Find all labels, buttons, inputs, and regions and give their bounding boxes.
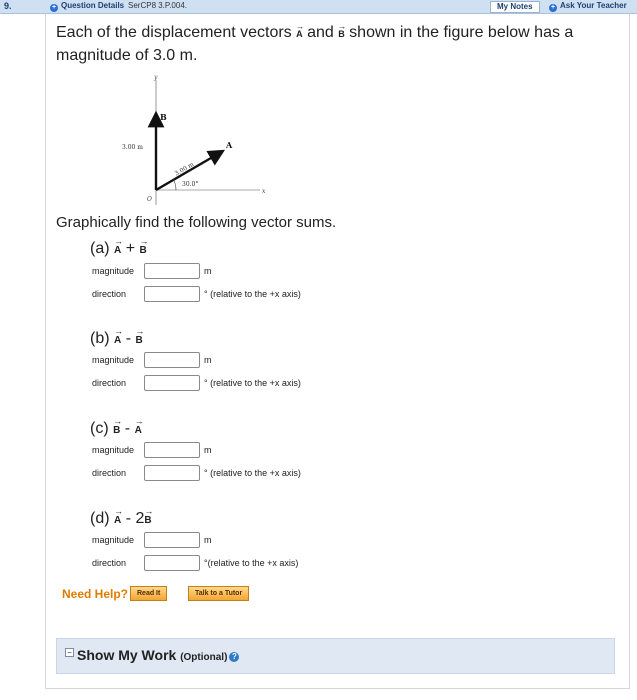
question-number: 9. bbox=[4, 1, 12, 11]
part-c-direction-input[interactable] bbox=[144, 465, 200, 481]
figure-b-magnitude: 3.00 m bbox=[122, 144, 143, 151]
x-axis-label: x bbox=[262, 188, 266, 195]
magnitude-unit: m bbox=[204, 535, 212, 545]
part-d-magnitude-input[interactable] bbox=[144, 532, 200, 548]
part-d-direction-input[interactable] bbox=[144, 555, 200, 571]
help-icon[interactable]: ? bbox=[229, 652, 239, 662]
direction-label: direction bbox=[92, 558, 127, 568]
operator: - bbox=[125, 510, 132, 527]
vector-symbol: → B bbox=[113, 425, 120, 436]
part-label: (a) bbox=[90, 240, 110, 257]
read-it-button[interactable]: Read It bbox=[130, 586, 167, 601]
part-b-magnitude-input[interactable] bbox=[144, 352, 200, 368]
ask-teacher-link[interactable] bbox=[549, 1, 627, 12]
figure-angle-label: 30.0° bbox=[182, 181, 199, 188]
vector-symbol: → B bbox=[140, 245, 147, 256]
vector-symbol: → B bbox=[144, 515, 151, 526]
intro-text-1: Each of the displacement vectors bbox=[56, 24, 297, 41]
sums-prompt: Graphically find the following vector sums. bbox=[56, 214, 337, 231]
direction-label: direction bbox=[92, 289, 127, 299]
expand-icon: + bbox=[51, 4, 57, 11]
direction-unit: °(relative to the +x axis) bbox=[204, 558, 299, 568]
magnitude-unit: m bbox=[204, 266, 212, 276]
vector-a-symbol: → A bbox=[296, 24, 303, 45]
direction-unit: ° (relative to the +x axis) bbox=[204, 289, 301, 299]
part-label: (c) bbox=[90, 420, 109, 437]
operator: - bbox=[124, 420, 131, 437]
magnitude-label: magnitude bbox=[92, 535, 135, 545]
question-details-link[interactable] bbox=[50, 1, 124, 12]
direction-label: direction bbox=[92, 468, 127, 478]
part-d-title bbox=[90, 510, 152, 528]
magnitude-unit: m bbox=[204, 355, 212, 365]
question-details-label: Question Details bbox=[61, 1, 125, 10]
part-c-title bbox=[90, 420, 142, 438]
part-b-direction-input[interactable] bbox=[144, 375, 200, 391]
vector-symbol: → A bbox=[135, 425, 142, 436]
vector-symbol: → A bbox=[114, 515, 121, 526]
ask-teacher-label: Ask Your Teacher bbox=[560, 1, 627, 10]
magnitude-unit: m bbox=[204, 445, 212, 455]
part-b-title bbox=[90, 330, 143, 348]
show-my-work-label: Show My Work bbox=[77, 647, 177, 663]
y-axis-label: y bbox=[154, 75, 158, 81]
operator: - bbox=[125, 330, 132, 347]
expand-icon: + bbox=[550, 4, 556, 11]
part-a-title bbox=[90, 240, 147, 258]
part-label: (d) bbox=[90, 510, 110, 527]
part-c-magnitude-input[interactable] bbox=[144, 442, 200, 458]
magnitude-label: magnitude bbox=[92, 266, 135, 276]
coefficient: 2 bbox=[135, 510, 145, 527]
part-label: (b) bbox=[90, 330, 110, 347]
part-a-direction-input[interactable] bbox=[144, 286, 200, 302]
problem-statement bbox=[56, 22, 616, 66]
show-my-work-title bbox=[77, 647, 239, 663]
direction-label: direction bbox=[92, 378, 127, 388]
magnitude-label: magnitude bbox=[92, 445, 135, 455]
operator: + bbox=[125, 240, 136, 257]
vector-symbol: → A bbox=[114, 245, 121, 256]
direction-unit: ° (relative to the +x axis) bbox=[204, 378, 301, 388]
vector-figure bbox=[110, 75, 280, 210]
direction-unit: ° (relative to the +x axis) bbox=[204, 468, 301, 478]
vector-symbol: → B bbox=[135, 335, 142, 346]
part-a-magnitude-input[interactable] bbox=[144, 263, 200, 279]
intro-text-2: and bbox=[302, 24, 339, 41]
question-header-bar bbox=[0, 0, 637, 14]
optional-label: (Optional) bbox=[180, 652, 228, 663]
origin-label: O bbox=[147, 196, 152, 203]
need-help-label: Need Help? bbox=[62, 587, 129, 601]
figure-vector-b-label: B bbox=[160, 112, 167, 122]
show-my-work-panel[interactable] bbox=[56, 638, 615, 674]
intro-text-3: shown in the figure below has a magnitude of 3.0 m. bbox=[56, 24, 574, 64]
magnitude-label: magnitude bbox=[92, 355, 135, 365]
vector-b-symbol: → B bbox=[338, 24, 345, 45]
figure-a-magnitude: 3.00 m bbox=[173, 160, 196, 178]
figure-vector-a-label: A bbox=[226, 140, 233, 150]
talk-to-tutor-button[interactable]: Talk to a Tutor bbox=[188, 586, 249, 601]
my-notes-button[interactable]: My Notes bbox=[490, 1, 540, 13]
vector-symbol: → A bbox=[114, 335, 121, 346]
collapse-icon[interactable]: − bbox=[65, 648, 74, 657]
question-code: SerCP8 3.P.004. bbox=[128, 1, 188, 10]
